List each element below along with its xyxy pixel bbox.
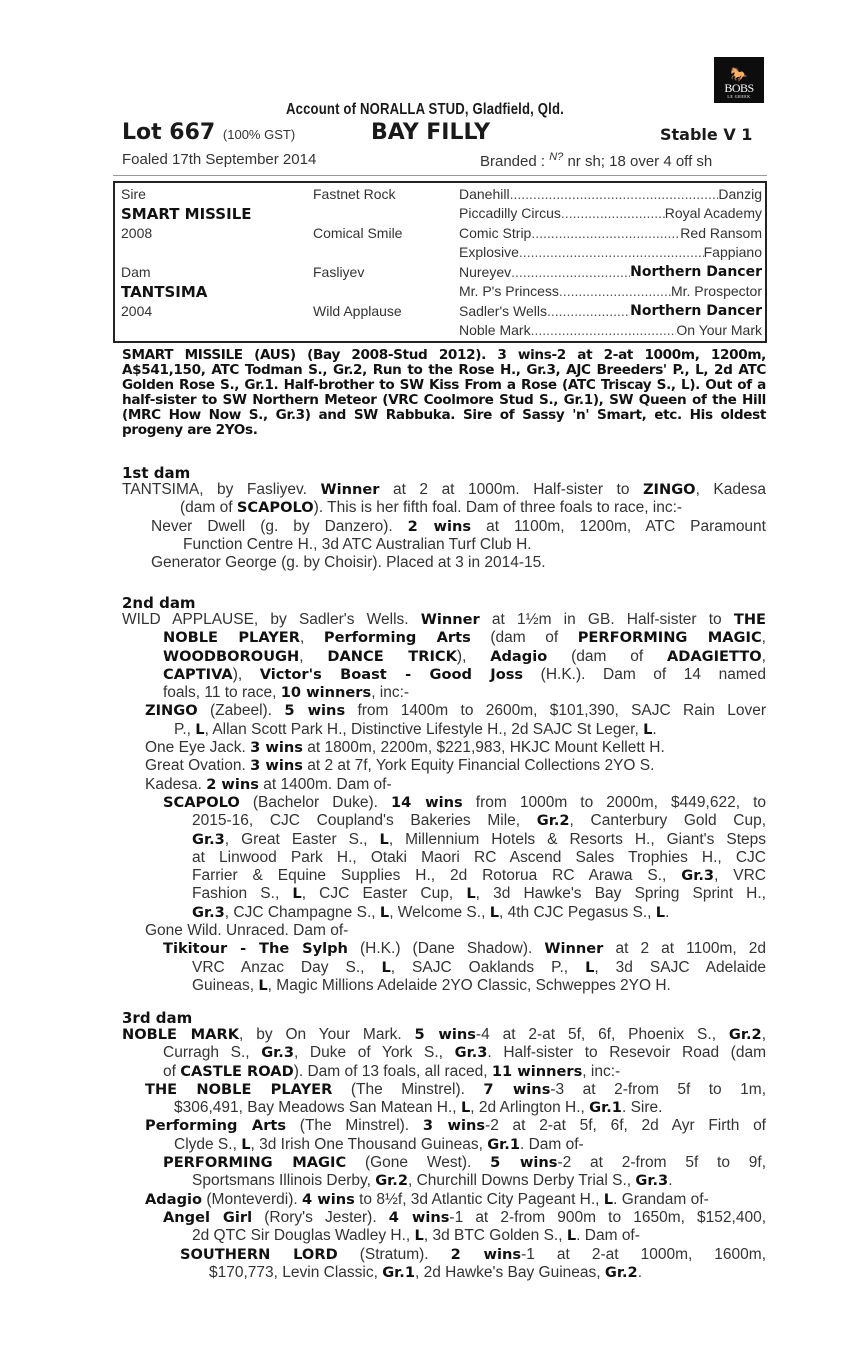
text-line: ZINGO (Zabeel). 5 wins from 1400m to 2600m, $101,390, SAJC Rain Lover [145, 702, 767, 720]
text-line: Performing Arts (The Minstrel). 3 wins-2 at 2-at 5f, 6f, 2d Ayr Firth of [145, 1117, 766, 1135]
gen3-row [459, 303, 762, 319]
gen3-row [459, 225, 762, 241]
text-line: Kadesa. 2 wins at 1400m. Dam of- [145, 775, 392, 793]
third-dam-body [122, 1026, 766, 1282]
gen3-horse: Nureyev [459, 264, 512, 280]
text-line: Clyde S., L, 3d Irish One Thousand Guineas, Gr.1. Dam of- [174, 1135, 584, 1153]
text-line: SCAPOLO (Bachelor Duke). 14 wins from 1000m to 2000m, $449,622, to [163, 793, 766, 811]
text-line: 2d QTC Sir Douglas Wadley H., L, 3d BTC Golden S., L. Dam of- [192, 1227, 640, 1245]
gen3-row [459, 264, 762, 280]
logo-brand: BOBS [724, 81, 754, 95]
bobs-logo [714, 57, 764, 103]
sire-name: SMART MISSILE [121, 205, 252, 223]
text-line: THE NOBLE PLAYER (The Minstrel). 7 wins-3 at 2-from 5f to 1m, [145, 1080, 767, 1098]
gen3-horse: Piccadilly Circus [459, 205, 561, 221]
brand-info [480, 151, 712, 170]
gen3-row [459, 322, 762, 338]
text-line: Function Centre H., 3d ATC Australian Turf Club H. [183, 535, 532, 553]
stable-location: Stable V 1 [660, 125, 753, 144]
second-dam-body [122, 611, 766, 995]
text-line: VRC Anzac Day S., L, SAJC Oaklands P., L, 3d SAJC Adelaide [192, 958, 766, 976]
text-line: (dam of SCAPOLO). This is her fifth foal. Dam of three foals to race, inc:- [180, 499, 683, 517]
text-line: Farrier & Equine Supplies H., 2d Rotorua RC Arawa S., Gr.3, VRC [192, 867, 766, 885]
text-line: $306,491, Bay Meadows San Matean H., L, 2d Arlington H., Gr.1. Sire. [174, 1099, 663, 1117]
header-divider [113, 175, 767, 176]
text-line: NOBLE PLAYER, Performing Arts (dam of PERFORMING MAGIC, [163, 629, 766, 647]
foaled-date: Foaled 17th September 2014 [122, 151, 317, 168]
text-line: Gone Wild. Unraced. Dam of- [145, 922, 349, 940]
text-line: Sportsmans Illinois Derby, Gr.2, Churchill Downs Derby Trial S., Gr.3. [192, 1172, 673, 1190]
gen3-horse: Comic Strip [459, 225, 532, 241]
lot-number [122, 120, 295, 145]
branded-label: Branded : [480, 153, 546, 170]
gen3-row [459, 186, 762, 202]
gen3-sire: On Your Mark [676, 322, 762, 338]
section-heading-1st-dam: 1st dam [122, 464, 191, 482]
text-line: of CASTLE ROAD). Dam of 13 foals, all raced, 11 winners, inc:- [163, 1062, 621, 1080]
dam-label: Dam [121, 264, 151, 280]
brand-mark-icon: N? [549, 151, 564, 163]
gen3-row [459, 283, 762, 299]
sire-label: Sire [121, 186, 146, 202]
text-line: Never Dwell (g. by Danzero). 2 wins at 1100m, 1200m, ATC Paramount [151, 517, 766, 535]
text-line: Adagio (Monteverdi). 4 wins to 8½f, 3d Atlantic City Pageant H., L. Grandam of- [145, 1190, 709, 1208]
gen3-sire: Red Ransom [680, 225, 762, 241]
text-line: Angel Girl (Rory's Jester). 4 wins-1 at 2-from 900m to 1650m, $152,400, [163, 1208, 767, 1226]
gen3-sire: Mr. Prospector [670, 283, 762, 299]
dam-year: 2004 [121, 303, 153, 319]
horse-jockey-icon: 🐎 [730, 66, 748, 82]
text-line: Tikitour - The Sylph (H.K.) (Dane Shadow). Winner at 2 at 1100m, 2d [163, 940, 766, 958]
gen3-horse: Mr. P's Princess [459, 283, 559, 299]
text-line: foals, 11 to race, 10 winners, inc:- [163, 684, 410, 702]
section-heading-2nd-dam: 2nd dam [122, 594, 196, 612]
sire-sire: Fastnet Rock [313, 186, 396, 202]
text-line: Great Ovation. 3 wins at 2 at 7f, York Equity Financial Collections 2YO S. [145, 757, 655, 775]
sire-dam: Comical Smile [313, 225, 403, 241]
text-line: Gr.3, CJC Champagne S., L, Welcome S., L, 4th CJC Pegasus S., L. [192, 903, 670, 921]
gen3-sire: Royal Academy [664, 205, 762, 221]
vendor-account: Account of NORALLA STUD, Gladfield, Qld. [286, 101, 564, 118]
sire-summary: SMART MISSILE (AUS) (Bay 2008-Stud 2012). 3 wins-2 at 2-at 1000m, 1200m, A$541,150, ATC Todman S., Gr.2, Run to the Rose H., Gr.3, AJC Breeders' P., L, 2d ATC Golden Rose S., Gr.1. Half-brother to SW Kiss From a Rose (ATC Triscay S., L). Out of a half-sister to SW Northern Meteor (VRC Coolmore Stud S., Gr.1), SW Queen of the Hill (MRC How Now S., Gr.3) and SW Rabbuka. Sire of Sassy 'n' Smart, etc. His oldest progeny are 2YOs. [122, 347, 766, 438]
text-line: at Linwood Park H., Otaki Maori RC Ascend Sales Trophies H., CJC [192, 848, 766, 866]
gen3-horse: Noble Mark [459, 322, 531, 338]
text-line: Curragh S., Gr.3, Duke of York S., Gr.3. Half-sister to Resevoir Road (dam [163, 1044, 767, 1062]
dam-name: TANTSIMA [121, 283, 208, 301]
text-line: WILD APPLAUSE, by Sadler's Wells. Winner at 1½m in GB. Half-sister to THE [122, 611, 766, 628]
sire-year: 2008 [121, 225, 153, 241]
gen3-horse: Sadler's Wells [459, 303, 547, 319]
text-line: One Eye Jack. 3 wins at 1800m, 2200m, $221,983, HKJC Mount Kellett H. [145, 739, 665, 757]
gen3-row [459, 205, 762, 221]
text-line: $170,773, Levin Classic, Gr.1, 2d Hawke's Bay Guineas, Gr.2. [209, 1263, 643, 1281]
gen3-sire: Danzig [718, 186, 762, 202]
text-line: TANTSIMA, by Fasliyev. Winner at 2 at 1000m. Half-sister to ZINGO, Kadesa [122, 481, 766, 498]
logo-subtitle: LE GREEK [727, 94, 751, 99]
text-line: NOBLE MARK, by On Your Mark. 5 wins-4 at 2-at 5f, 6f, Phoenix S., Gr.2, [122, 1026, 766, 1043]
gst-note: (100% GST) [222, 127, 296, 142]
lot-label: Lot 667 [122, 120, 216, 145]
text-line: P., L, Allan Scott Park H., Distinctive Lifestyle H., 2d SAJC St Leger, L. [174, 720, 657, 738]
text-line: 2015-16, CJC Coupland's Bakeries Mile, Gr.2, Canterbury Gold Cup, [192, 812, 766, 830]
text-line: SOUTHERN LORD (Stratum). 2 wins-1 at 2-at 1000m, 1600m, [180, 1245, 766, 1263]
section-heading-3rd-dam: 3rd dam [122, 1009, 193, 1027]
text-line: Guineas, L, Magic Millions Adelaide 2YO Classic, Schweppes 2YO H. [192, 976, 671, 994]
text-line: Generator George (g. by Choisir). Placed at 3 in 2014-15. [151, 554, 546, 572]
text-line: Fashion S., L, CJC Easter Cup, L, 3d Hawke's Bay Spring Sprint H., [192, 885, 766, 903]
gen3-horse: Danehill [459, 186, 510, 202]
gen3-row [459, 244, 762, 260]
gen3-horse: Explosive [459, 244, 519, 260]
text-line: Gr.3, Great Easter S., L, Millennium Hotels & Resorts H., Giant's Steps [192, 830, 766, 848]
pedigree-table [113, 181, 767, 343]
text-line: PERFORMING MAGIC (Gone West). 5 wins-2 at 2-from 5f to 9f, [163, 1154, 767, 1172]
branded-text: nr sh; 18 over 4 off sh [567, 153, 713, 170]
dam-dam: Wild Applause [313, 303, 402, 319]
horse-description: BAY FILLY [371, 120, 491, 145]
gen3-sire: Northern Dancer [630, 264, 762, 280]
gen3-sire: Northern Dancer [630, 303, 762, 319]
first-dam-body [122, 481, 766, 572]
gen3-sire: Fappiano [703, 244, 762, 260]
text-line: CAPTIVA), Victor's Boast - Good Joss (H.K.). Dam of 14 named [163, 665, 766, 683]
text-line: WOODBOROUGH, DANCE TRICK), Adagio (dam of ADAGIETTO, [163, 647, 766, 665]
dam-sire: Fasliyev [313, 264, 365, 280]
